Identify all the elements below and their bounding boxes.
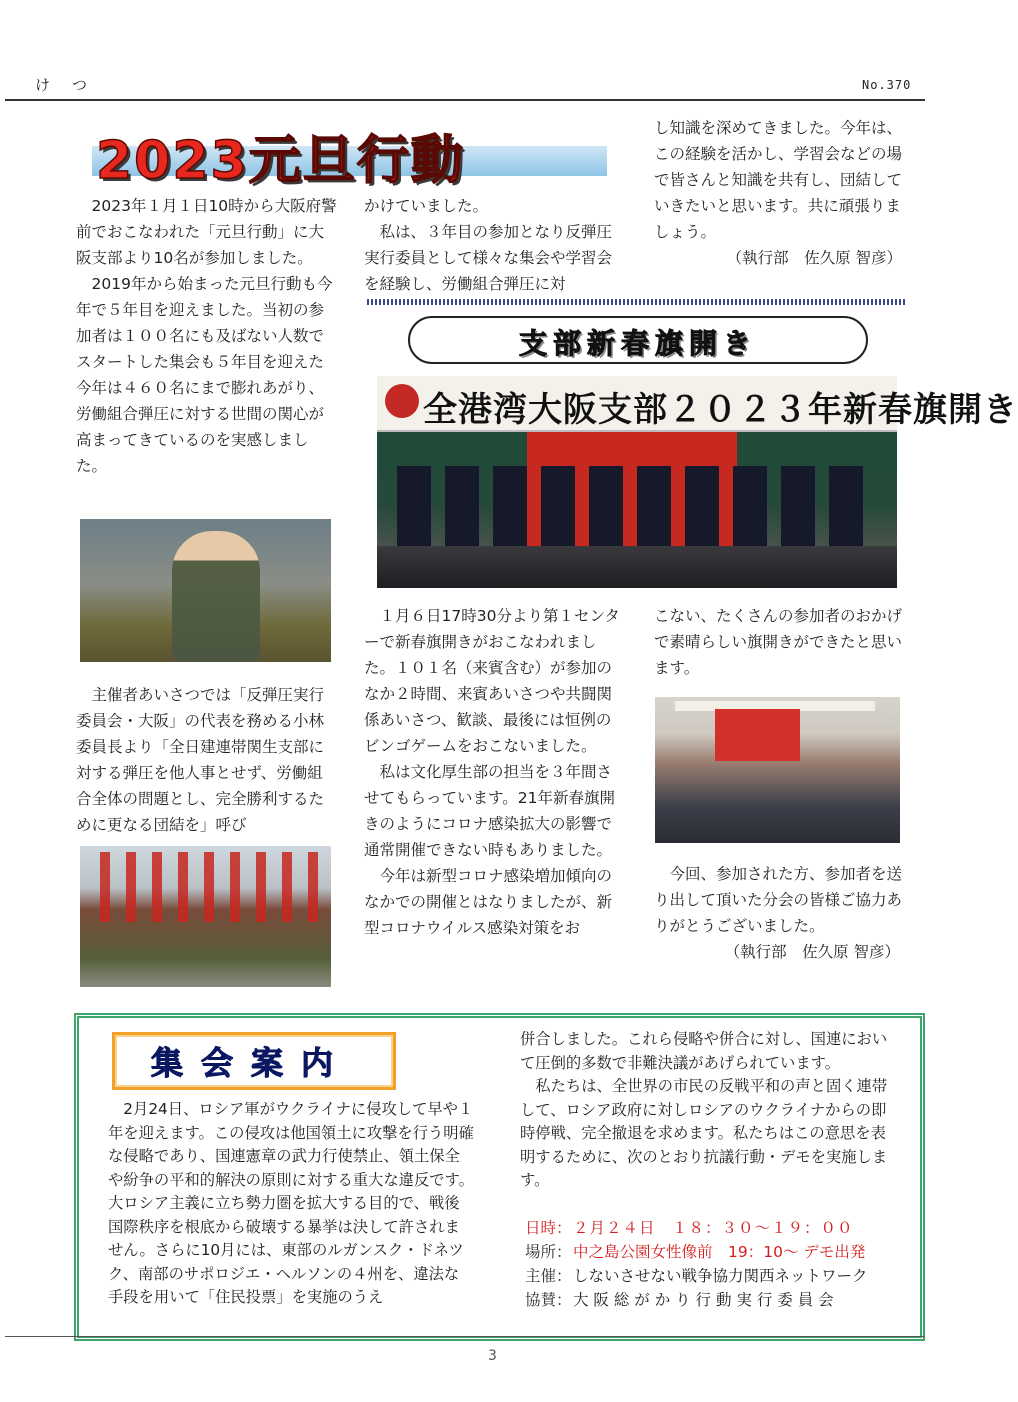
article1-paragraph: かけていました。	[364, 197, 489, 215]
notice-support-row	[525, 1288, 834, 1310]
staff-row	[397, 466, 877, 546]
notice-right-col	[520, 1028, 888, 1193]
photo-new-year-party	[377, 376, 1018, 588]
photo-party-hall	[655, 697, 900, 843]
party-banner	[377, 376, 1018, 432]
article1-paragraph: し知識を深めてきました。今年は、この経験を活かし、学習会などの場で皆さんと知識を共有し、団結していきたいと思います。共に頑張りましょう。	[654, 119, 903, 241]
article2-paragraph: 今回、参加された方、参加者を送り出して頂いた分会の皆様ご協力ありがとうございました。	[654, 865, 903, 935]
article1-paragraph: 2023年１月１日10時から大阪府警前でおこなわれた「元旦行動」に大阪支部より10名が参加しました。	[76, 197, 337, 267]
notice-place-row	[525, 1240, 865, 1262]
host-value: しないさせない戦争協力関西ネットワーク	[573, 1267, 868, 1285]
article-title-text: 2023元旦行動	[96, 131, 465, 191]
article-title-ganjitsu	[92, 118, 612, 191]
support-label: 協賛：	[525, 1291, 572, 1309]
hall-red-banner	[715, 709, 800, 761]
audience	[377, 546, 897, 588]
article1-col3	[654, 115, 914, 271]
notice-paragraph: 併合しました。これら侵略や併合に対し、国連において圧倒的多数で非難決議があげられています。	[520, 1030, 888, 1072]
notice-title: 集会案内	[150, 1044, 351, 1082]
photo-rally	[80, 846, 331, 987]
notice-paragraph: 私たちは、全世界の市民の反戦平和の声と固く連帯して、ロシア政府に対しロシアのウクライナからの即時停戦、完全撤退を求めます。私たちはこの意思を表明するために、次のとおり抗議行動・デモを実施します。	[520, 1077, 888, 1189]
article1-paragraph: 主催者あいさつでは「反弾圧実行委員会・大阪」の代表を務める小林委員長より「全日建連帯関生支部に対する弾圧を他人事とせず、労働組合全体の問題とし、完全勝利するために更なる団結を」呼び	[76, 686, 325, 834]
section-divider	[367, 299, 907, 305]
article1-col1-lower	[76, 682, 338, 838]
notice-left-col	[108, 1098, 474, 1310]
article2-paragraph: １月６日17時30分より第１センターで新春旗開きがおこなわれました。１０１名（来賓含む）が参加のなか２時間、来賓あいさつや共闘関係あいさつ、歓談、最後には恒例のビンゴゲームをおこないました。	[364, 607, 620, 755]
host-label: 主催：	[525, 1267, 572, 1285]
article1-signature: （執行部 佐久原 智彦）	[726, 249, 902, 267]
rally-flags	[100, 852, 320, 922]
article1-col2	[364, 193, 624, 297]
footer-rule	[5, 1336, 925, 1337]
date-label: 日時：	[525, 1219, 572, 1237]
place-value: 中之島公園女性像前 19：10～ デモ出発	[573, 1243, 866, 1261]
support-value: 大 阪 総 が か り 行 動 実 行 委 員 会	[573, 1291, 834, 1309]
notice-date-row	[525, 1216, 854, 1238]
notice-host-row	[525, 1264, 868, 1286]
article2-title: 支部新春旗開き	[518, 327, 757, 360]
speaker-figure	[172, 531, 260, 662]
article2-col2	[364, 603, 624, 941]
newsletter-name: けつ	[35, 76, 110, 94]
article2-paragraph: こない、たくさんの参加者のおかげで素晴らしい旗開きができたと思います。	[654, 607, 903, 677]
date-value: ２月２４日 １８：３０～１９：００	[573, 1219, 854, 1237]
place-label: 場所：	[525, 1243, 572, 1261]
article2-signature: （執行部 佐久原 智彦）	[724, 943, 900, 961]
header-rule	[5, 99, 925, 101]
notice-paragraph: 2月24日、ロシア軍がウクライナに侵攻して早や１年を迎えます。この侵攻は他国領土に攻撃を行う明確な侵略であり、国連憲章の武力行使禁止、領土保全や紛争の平和的解決の原則に対する重大な違反です。大ロシア主義に立ち勢力圏を拡大する目的で、戦後国際秩序を根底から破壊する暴挙は決して許されません。さらに10月には、東部のルガンスク・ドネツク、南部のサポロジエ・ヘルソンの４州を、違法な手段を用いて「住民投票」を実施のうえ	[108, 1100, 474, 1306]
article1-paragraph: 私は、３年目の参加となり反弾圧実行委員として様々な集会や学習会を経験し、労働組合弾圧に対	[364, 223, 613, 293]
article1-paragraph: 2019年から始まった元旦行動も今年で５年目を迎えました。当初の参加者は１００名にも及ばない人数でスタートした集会も５年目を迎えた今年は４６０名にまで膨れあがり、労働組合弾圧に対する世間の関心が高まってきているのを実感しました。	[76, 275, 333, 475]
union-seal-icon	[385, 384, 419, 418]
photo-speaker	[80, 519, 331, 662]
page-number: 3	[488, 1348, 497, 1364]
party-banner-text: 全港湾大阪支部２０２３年新春旗開き	[423, 390, 1018, 430]
article2-paragraph: 私は文化厚生部の担当を３年間させてもらっています。21年新春旗開きのようにコロナ感染拡大の影響で通常開催できない時もありました。	[364, 763, 615, 859]
article2-paragraph: 今年は新型コロナ感染増加傾向のなかでの開催とはなりましたが、新型コロナウイルス感染対策をお	[364, 867, 613, 937]
article2-col3-upper	[654, 603, 912, 681]
article2-col3-lower	[654, 861, 912, 965]
article1-col1-upper	[76, 193, 338, 479]
issue-number: No.370	[862, 78, 912, 92]
